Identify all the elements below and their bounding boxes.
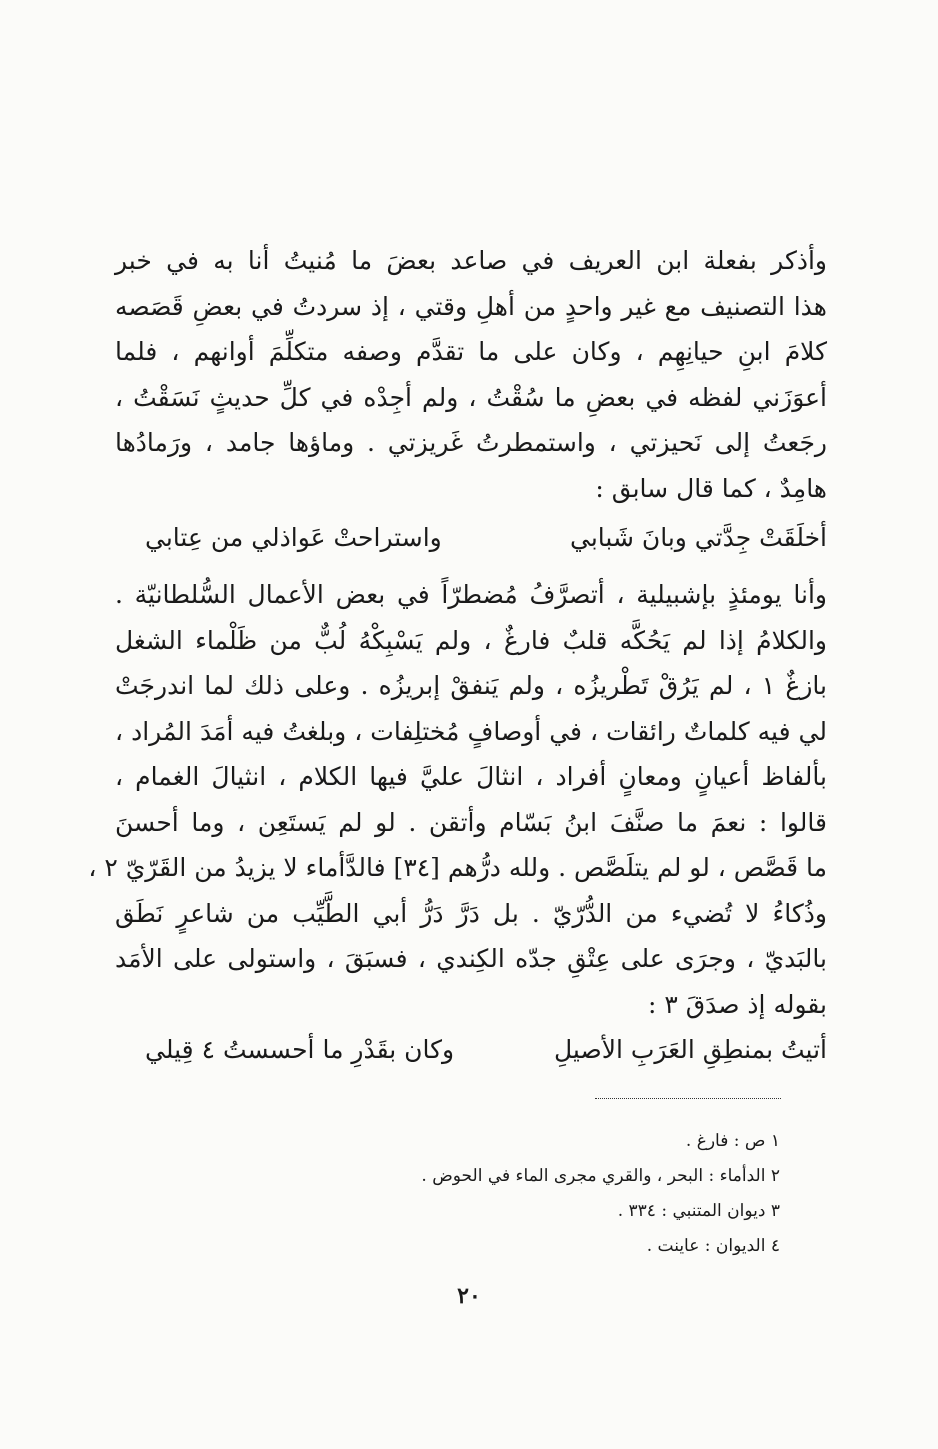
- text-line: بقوله إذ صدَقَ ٣ :: [647, 989, 827, 1019]
- verse-line: [115, 1030, 827, 1070]
- verse-hemistich-second: وكان بقَدْرِ ما أحسستُ ٤ قِيلي: [145, 1035, 455, 1064]
- verse-hemistich-first: أتيتُ بمنطِقِ العَرَبِ الأصيلِ: [553, 1035, 827, 1064]
- text-line: رجَعتُ إلى نَحيزتي ، واستمطرتُ غَريزتي . وماؤها جامد ، ورَمادُها: [115, 428, 827, 457]
- text-line: وأذكر بفعلة ابن العريف في صاعد بعضَ ما مُنيتُ أنا به في خبر: [115, 246, 827, 275]
- footnote: ٣ ديوان المتنبي : ٣٣٤ .: [617, 1201, 780, 1221]
- verse-hemistich-second: واستراحتْ عَواذلي من عِتابي: [145, 523, 442, 552]
- footnote-divider: [595, 1098, 781, 1099]
- text-line: هامِدٌ ، كما قال سابق :: [595, 473, 827, 503]
- text-line: قالوا : نعمَ ما صنَّفَ ابنُ بَسّام وأتقن . لو لم يَستَعِن ، وما أحسنَ: [115, 807, 827, 837]
- text-line: وذُكاءُ لا تُضيء من الدُّرّيّ . بل دَرَّ دَرُّ أبي الطَّيِّب من شاعرٍ نَطَق: [115, 898, 827, 928]
- text-line: بازغٌ ١ ، لم يَرُقْ تَطْريزُه ، ولم يَنفقْ إبريزُه . وعلى ذلك لما اندرجَتْ: [115, 671, 827, 700]
- text-line: كلامَ ابنِ حيانِهِم ، وكان على ما تقدَّم وصفه متكلِّمَ أوانهم ، فلما: [115, 337, 827, 366]
- page-number: ٢٠: [457, 1283, 481, 1309]
- text-line: بألفاظ أعيانٍ ومعانٍ أفراد ، انثالَ عليَّ فيها الكلام ، انثيالَ الغمام ،: [115, 762, 827, 791]
- footnote: ٢ الدأماء : البحر ، والقري مجرى الماء في الحوض .: [421, 1166, 780, 1186]
- text-line: وأنا يومئذٍ بإشبيلية ، أتصرَّفُ مُضطرّاً في بعض الأعمال السُّلطانيّة .: [115, 580, 827, 609]
- body-text: [115, 238, 827, 511]
- text-line: أعوَزَني لفظه في بعضِ ما سُقْتُ ، ولم أجِدْه في كلِّ حديثٍ نَسَقْتُ ،: [115, 382, 827, 412]
- footnotes: [300, 1124, 780, 1264]
- text-line: ما قَصَّص ، لو لم يتلَصَّص . ولله درُّهم [٣٤] فالدَّأماء لا يزيدُ من القَرّيّ ٢ ،: [88, 853, 827, 882]
- body-text: [88, 572, 827, 1027]
- text-line: والكلامُ إذا لم يَحُكَّه قلبٌ فارغٌ ، ولم يَسْبِكْهُ لُبٌّ من ظَلْماء الشغل: [115, 625, 827, 655]
- verse-hemistich-first: أخلَقَتْ جِدَّتي وبانَ شَبابي: [570, 523, 827, 552]
- verse-line: [115, 518, 827, 558]
- text-line: هذا التصنيف مع غير واحدٍ من أهلِ وقتي ، إذ سردتُ في بعضِ قَصَصه: [115, 291, 827, 321]
- footnote: ٤ الديوان : عاينت .: [646, 1236, 780, 1256]
- footnote: ١ ص : فارغ .: [685, 1131, 780, 1151]
- text-line: بالبَديّ ، وجرَى على عِتْقِ جدّه الكِندي ، فسبَقَ ، واستولى على الأمَد: [115, 944, 827, 973]
- text-line: لي فيه كلماتٌ رائقات ، في أوصافٍ مُختلِفات ، وبلغتُ فيه أمَدَ المُراد ،: [115, 716, 827, 746]
